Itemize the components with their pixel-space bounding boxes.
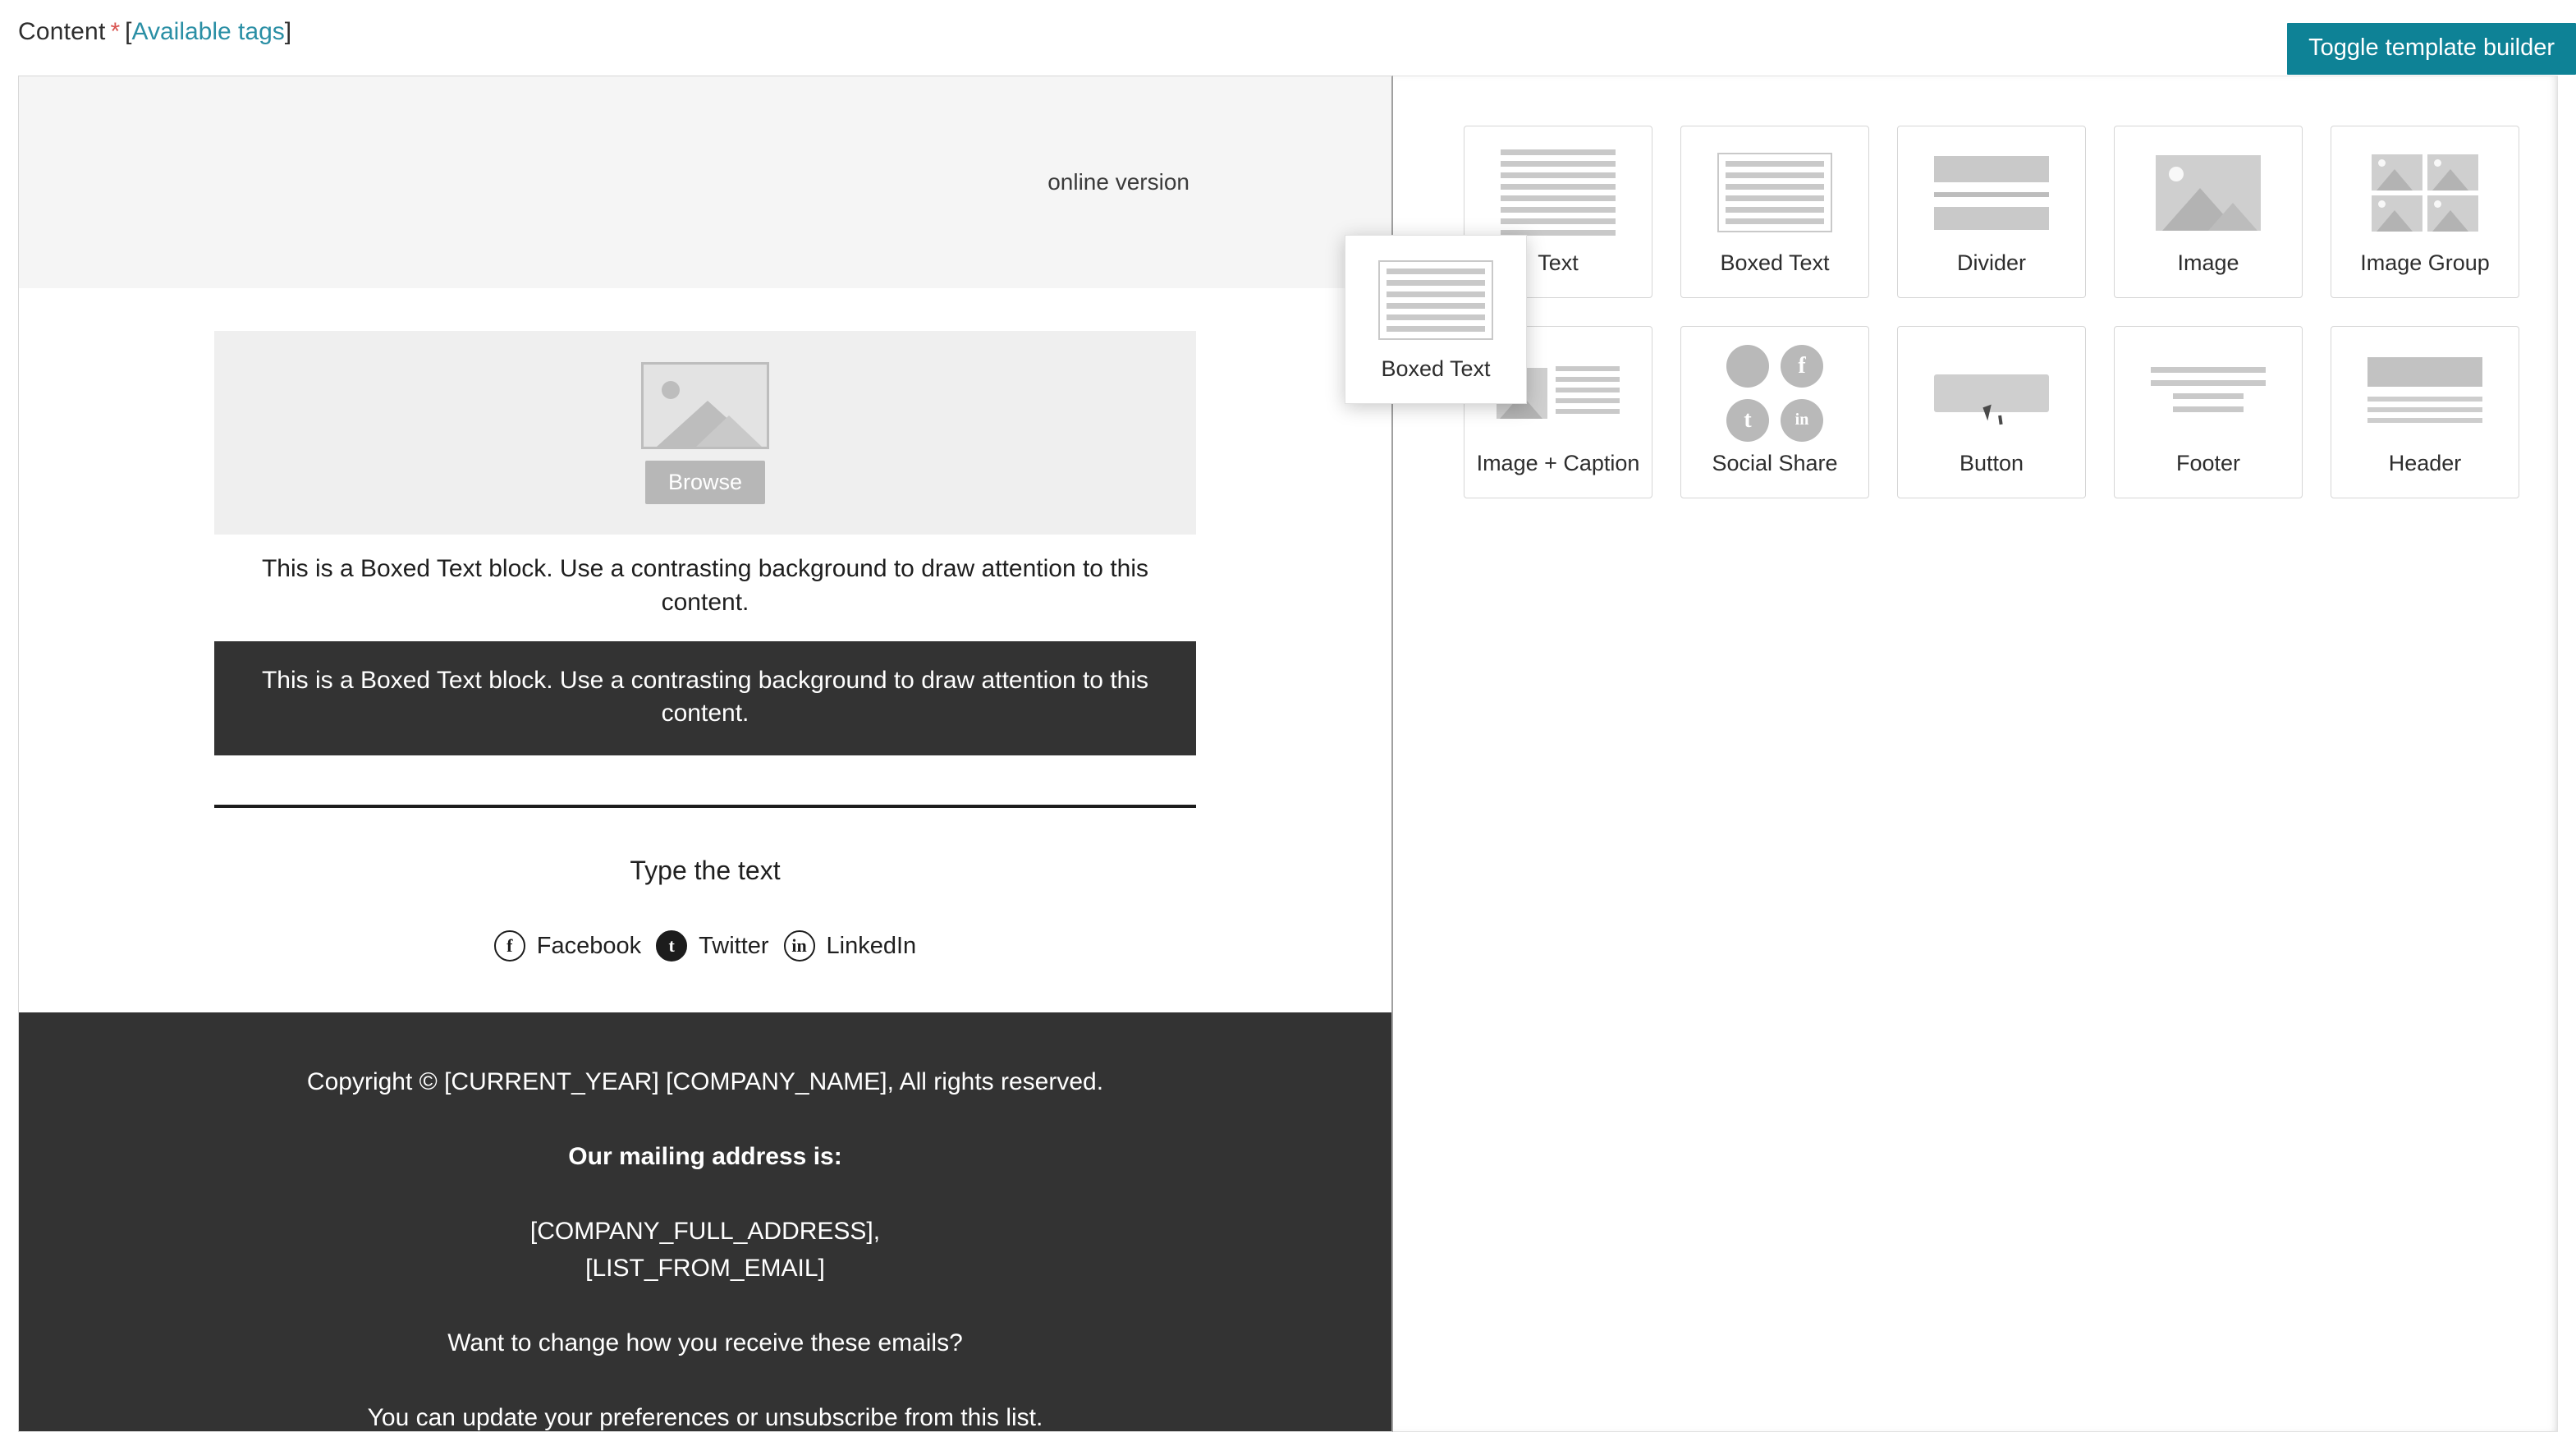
email-preview-pane[interactable] <box>18 76 1393 1432</box>
drag-preview-label: Boxed Text <box>1381 356 1491 381</box>
palette-tile-social-share[interactable] <box>1680 326 1869 498</box>
boxed-text-block-icon <box>1374 258 1497 343</box>
social-item-linkedin[interactable] <box>784 930 917 962</box>
image-block-icon <box>2147 149 2270 237</box>
palette-tile-image[interactable] <box>2114 126 2303 298</box>
social-item-facebook[interactable] <box>494 930 641 962</box>
header-block-icon <box>2363 349 2487 438</box>
palette-tile-label: Image <box>2177 250 2239 275</box>
footer-block-icon <box>2147 349 2270 438</box>
footer-copyright: Copyright © [CURRENT_YEAR] [COMPANY_NAME], All rights reserved. <box>306 1068 1104 1096</box>
preview-body <box>19 288 1391 1432</box>
divider-block-icon <box>1930 149 2053 237</box>
footer-address <box>68 1213 1342 1287</box>
template-builder-panel <box>1393 76 2558 1432</box>
facebook-icon: f <box>494 930 525 962</box>
share-icon <box>1726 345 1769 388</box>
palette-tile-label: Button <box>1959 450 2024 475</box>
palette-tile-image-group[interactable] <box>2331 126 2519 298</box>
toggle-template-builder-button[interactable]: Toggle template builder <box>2287 23 2576 75</box>
required-marker: * <box>110 18 121 45</box>
builder-area <box>18 76 2558 1432</box>
text-block[interactable]: This is a Boxed Text block. Use a contrasting background to draw attention to this content. <box>261 555 1149 616</box>
bracket-close: ] <box>284 18 292 45</box>
palette-tile-header[interactable] <box>2331 326 2519 498</box>
palette-tile-label: Header <box>2388 450 2462 475</box>
content-label: Content <box>18 18 106 45</box>
image-upload-block[interactable] <box>214 331 1196 535</box>
social-label-twitter: Twitter <box>699 932 769 959</box>
button-block-text[interactable]: Type the text <box>630 856 781 886</box>
linkedin-icon: in <box>784 930 815 962</box>
image-icon <box>641 362 769 449</box>
preview-header-band[interactable] <box>19 76 1391 288</box>
twitter-icon: t <box>656 930 687 962</box>
footer-address-line2: [LIST_FROM_EMAIL] <box>585 1255 825 1283</box>
social-share-block-icon <box>1713 349 1836 438</box>
palette-tile-label: Image + Caption <box>1476 450 1640 475</box>
content-field-header <box>0 0 2576 77</box>
image-group-block-icon <box>2363 149 2487 237</box>
palette-tile-footer[interactable] <box>2114 326 2303 498</box>
block-palette-grid <box>1431 109 2519 498</box>
boxed-text-block-icon <box>1713 149 1836 237</box>
footer-address-line1: [COMPANY_FULL_ADDRESS], <box>529 1218 881 1246</box>
palette-tile-label: Footer <box>2175 450 2241 475</box>
facebook-icon: f <box>1781 345 1823 388</box>
linkedin-icon: in <box>1781 399 1823 442</box>
text-block-icon <box>1497 149 1620 237</box>
bracket-open: [ <box>125 18 132 45</box>
footer-preferences-question: Want to change how you receive these emails? <box>447 1329 963 1357</box>
social-label-facebook: Facebook <box>536 932 642 959</box>
button-block-icon <box>1930 349 2053 438</box>
online-version-link[interactable]: online version <box>1047 169 1189 195</box>
social-item-twitter[interactable] <box>656 930 768 962</box>
social-label-linkedin: LinkedIn <box>826 932 917 959</box>
browse-button[interactable]: Browse <box>645 461 765 504</box>
social-share-block[interactable] <box>214 886 1196 1012</box>
footer-preferences-line[interactable]: You can update your preferences or unsubscribe from this list. <box>367 1404 1043 1432</box>
boxed-text-block[interactable]: This is a Boxed Text block. Use a contrasting background to draw attention to this content. <box>214 641 1196 756</box>
available-tags-link[interactable]: Available tags <box>131 18 285 45</box>
footer-mailing-heading: Our mailing address is: <box>568 1143 842 1171</box>
palette-tile-label: Social Share <box>1712 450 1838 475</box>
palette-tile-button[interactable] <box>1897 326 2086 498</box>
palette-tile-label: Divider <box>1956 250 2027 275</box>
preview-content-column <box>214 331 1196 1012</box>
twitter-icon: t <box>1726 399 1769 442</box>
palette-tile-divider[interactable] <box>1897 126 2086 298</box>
drag-preview-boxed-text[interactable] <box>1345 235 1527 404</box>
footer-block[interactable] <box>19 1012 1391 1432</box>
palette-tile-label: Image Group <box>2360 250 2490 275</box>
palette-tile-label: Text <box>1538 250 1579 275</box>
palette-tile-label: Boxed Text <box>1720 250 1830 275</box>
palette-tile-boxed-text[interactable] <box>1680 126 1869 298</box>
